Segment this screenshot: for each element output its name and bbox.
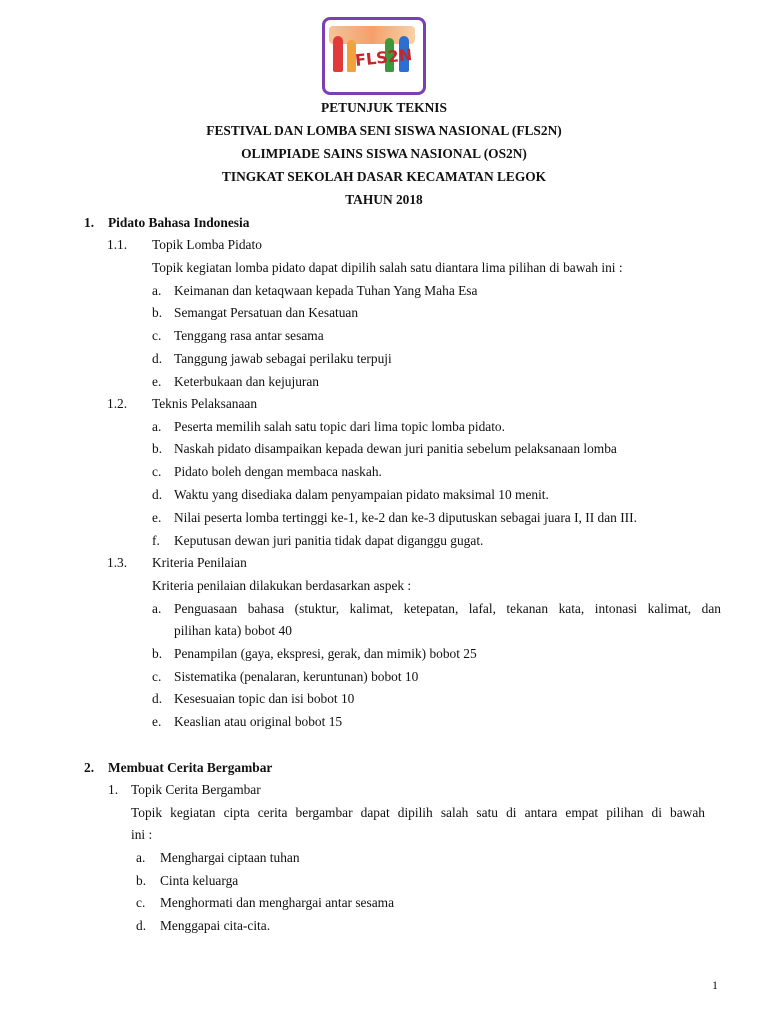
subsection-1-1-title: Topik Lomba Pidato <box>152 237 262 252</box>
subsection-1-3-number: 1.3. <box>107 555 128 570</box>
list-item: Naskah pidato disampaikan kepada dewan juri panitia sebelum pelaksanaan lomba <box>174 441 617 456</box>
list-item-continuation: pilihan kata) bobot 40 <box>174 623 292 638</box>
subsection-1-2-number: 1.2. <box>107 396 128 411</box>
fls2n-logo <box>322 17 426 95</box>
list-item: Penampilan (gaya, ekspresi, gerak, dan mimik) bobot 25 <box>174 646 477 661</box>
subsection-1-3-intro: Kriteria penilaian dilakukan berdasarkan aspek : <box>152 578 412 593</box>
list-item: Sistematika (penalaran, keruntunan) bobot 10 <box>174 669 419 684</box>
subsection-1-3-title: Kriteria Penilaian <box>152 555 247 570</box>
list-marker: c. <box>152 464 162 479</box>
list-item: Keputusan dewan juri panitia tidak dapat diganggu gugat. <box>174 533 484 548</box>
subsection-1-1-intro: Topik kegiatan lomba pidato dapat dipilih salah satu diantara lima pilihan di bawah ini : <box>152 260 623 275</box>
section-1-title: Pidato Bahasa Indonesia <box>108 215 250 230</box>
list-marker: d. <box>152 691 163 706</box>
list-marker: c. <box>136 895 146 910</box>
list-marker: a. <box>152 419 162 434</box>
header-line-2: FESTIVAL DAN LOMBA SENI SISWA NASIONAL (FLS2N) <box>206 123 562 138</box>
list-marker: a. <box>136 850 146 865</box>
list-item: Semangat Persatuan dan Kesatuan <box>174 305 359 320</box>
subsection-1-1-number: 1.1. <box>107 237 128 252</box>
list-marker: b. <box>152 441 163 456</box>
list-item: Menghargai ciptaan tuhan <box>160 850 300 865</box>
list-marker: d. <box>136 918 147 933</box>
subsection-2-1-intro: Topik kegiatan cipta cerita bergambar dapat dipilih salah satu di antara empat pilihan di bawah <box>131 805 705 820</box>
list-marker: e. <box>152 714 162 729</box>
section-2-title: Membuat Cerita Bergambar <box>108 760 273 775</box>
section-1-number: 1. <box>84 215 95 230</box>
header-line-5: TAHUN 2018 <box>345 192 423 207</box>
subsection-2-1-intro-continuation: ini : <box>131 827 153 842</box>
header-line-4: TINGKAT SEKOLAH DASAR KECAMATAN LEGOK <box>221 169 547 184</box>
list-item: Keterbukaan dan kejujuran <box>174 374 320 389</box>
list-marker: e. <box>152 510 162 525</box>
list-item: Tanggung jawab sebagai perilaku terpuji <box>174 351 392 366</box>
page-number: 1 <box>712 978 718 992</box>
list-item: Keimanan dan ketaqwaan kepada Tuhan Yang Maha Esa <box>174 283 478 298</box>
list-item: Menghormati dan menghargai antar sesama <box>160 895 395 910</box>
header-line-1: PETUNJUK TEKNIS <box>321 100 447 115</box>
logo-text: FLS2N <box>354 45 414 70</box>
list-marker: a. <box>152 283 162 298</box>
header-line-3: OLIMPIADE SAINS SISWA NASIONAL (OS2N) <box>241 146 527 161</box>
list-item: Waktu yang disediaka dalam penyampaian pidato maksimal 10 menit. <box>174 487 549 502</box>
list-item: Penguasaan bahasa (stuktur, kalimat, ketepatan, lafal, tekanan kata, intonasi kalimat, dan <box>174 601 721 616</box>
subsection-2-1-number: 1. <box>108 782 119 797</box>
list-marker: e. <box>152 374 162 389</box>
logo-figure-red <box>333 36 343 72</box>
list-item: Peserta memilih salah satu topic dari lima topic lomba pidato. <box>174 419 505 434</box>
list-item: Keaslian atau original bobot 15 <box>174 714 343 729</box>
list-marker: b. <box>152 646 163 661</box>
list-marker: b. <box>136 873 147 888</box>
subsection-1-2-title: Teknis Pelaksanaan <box>152 396 258 411</box>
list-item: Nilai peserta lomba tertinggi ke-1, ke-2 dan ke-3 diputuskan sebagai juara I, II dan III. <box>174 510 637 525</box>
list-marker: b. <box>152 305 163 320</box>
list-marker: d. <box>152 487 163 502</box>
subsection-2-1-title: Topik Cerita Bergambar <box>131 782 261 797</box>
list-marker: d. <box>152 351 163 366</box>
list-item: Menggapai cita-cita. <box>160 918 271 933</box>
list-item: Cinta keluarga <box>160 873 239 888</box>
list-marker: f. <box>152 533 160 548</box>
list-marker: c. <box>152 669 162 684</box>
list-item: Pidato boleh dengan membaca naskah. <box>174 464 382 479</box>
list-marker: c. <box>152 328 162 343</box>
list-marker: a. <box>152 601 162 616</box>
list-item: Kesesuaian topic dan isi bobot 10 <box>174 691 355 706</box>
section-2-number: 2. <box>84 760 95 775</box>
list-item: Tenggang rasa antar sesama <box>174 328 324 343</box>
